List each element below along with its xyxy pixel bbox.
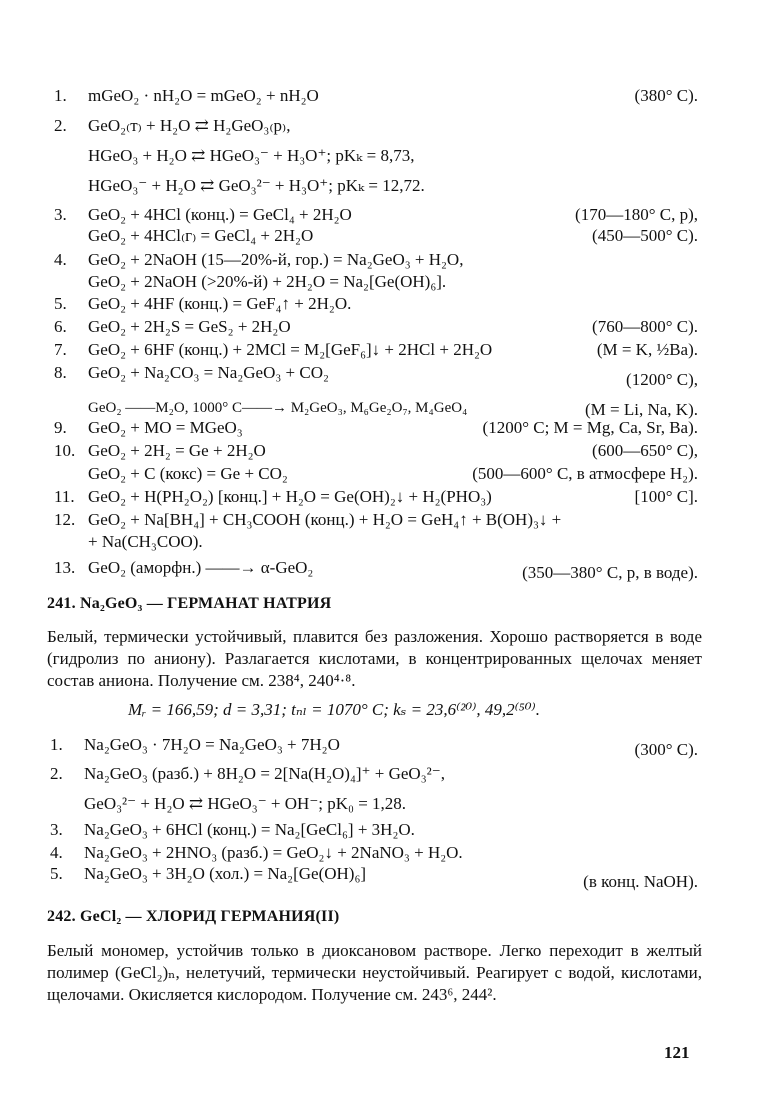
page-number: 121 — [664, 1043, 690, 1062]
properties-line: Mᵣ = 166,59; d = 3,31; tₙₗ = 1070° C; kₛ = 23,6⁽²⁰⁾, 49,2⁽⁵⁰⁾. — [128, 700, 540, 719]
reaction-condition: (380° C). — [634, 86, 698, 105]
reaction-condition: [100° C]. — [634, 487, 698, 506]
reaction-condition: (M = Li, Na, K). — [585, 400, 698, 419]
reaction-condition: (600—650° C), — [592, 441, 698, 460]
reaction-condition: (170—180° C, p), — [575, 205, 698, 224]
section-description: Белый мономер, устойчив только в диоксановом растворе. Легко переходит в желтый полимер (GeCl₂)ₙ, нелетучий, термически неустойчивый. Реагирует с водой, кислотами, щелочами. Окисляется кислородом. Получение см. 243⁶, 244². — [47, 941, 702, 1004]
section-heading: 241. Na₂GeO₃ — ГЕРМАНАТ НАТРИЯ — [47, 595, 332, 612]
reaction-condition: (760—800° C). — [592, 317, 698, 336]
reaction-condition: (350—380° C, p, в воде). — [522, 563, 698, 582]
reaction-condition: (1200° C), — [626, 370, 698, 389]
section-heading: 242. GeCl₂ — ХЛОРИД ГЕРМАНИЯ(II) — [47, 908, 340, 925]
section-description: Белый, термически устойчивый, плавится без разложения. Хорошо растворяется в воде (гидролиз по аниону). Разлагается кислотами, в концентрированных щелочах меняет состав аниона. Получение см. 238⁴, 240⁴·⁸. — [47, 627, 702, 690]
book-page: 1. mGeO₂ · nH₂O = mGeO₂ + nH₂O (380° C). 2. GeO₂₍т₎ + H₂O ⇄ H₂GeO₃₍р₎, HGeO₃ + H₂O ⇄ HGeO₃⁻ + H₃O⁺; pKₖ = 8,73, HGeO₃⁻ + H₂O ⇄ GeO₃²⁻ + H₃O⁺; pKₖ = 12,72. 3. GeO₂ + 4HCl (конц.) = GeCl₄ + 2H₂O (170—180° C, p), GeO₂ + 4HCl₍г₎ = GeCl₄ + 2H₂O (450—500° C). 4. GeO₂ + 2NaOH (15—20%-й, гор.) = Na₂GeO₃ + H₂O, GeO₂ + 2NaOH (>20%-й) + 2H₂O = Na₂[Ge(OH)₆]. 5. GeO₂ + 4HF (конц.) = GeF₄↑ + 2H₂O. 6. GeO₂ + 2H₂S = GeS₂ + 2H₂O (760—800° C). 7. GeO₂ + 6HF (конц.) + 2MCl = M₂[GeF₆]↓ + 2HCl + 2H₂O (M = K, ½Ba). 8. GeO₂ + Na₂CO₃ = Na₂GeO₃ + CO₂ (1200° C), GeO₂ ——M₂O, 1000° C——→ M₂GeO₃, M₆Ge₂O₇, M₄GeO₄ (M = Li, Na, K). 9. GeO₂ + MO = MGeO₃ (1200° C; M = Mg, Ca, Sr, Ba). 10. GeO₂ + 2H₂ = Ge + 2H₂O (600—650° C), GeO₂ + C (кокс) = Ge + CO₂ (500—600° C, в атмосфере H₂). 11. GeO₂ + H(PH₂O₂) [конц.] + H₂O = Ge(OH)₂↓ + H₂(PHO₃) [100° C]. 12. GeO₂ + Na[BH₄] + CH₃COOH (конц.) + H₂O = GeH₄↑ + B(OH)₃↓ + + Na(CH₃COO). 13. GeO₂ (аморфн.) ——→ α-GeO₂ (350—380° C, p, в воде). 241. Na₂GeO₃ — ГЕРМАНАТ НАТРИЯ Белый, термически устойчивый, плавится без разложения. Хорошо растворяется в воде (гидролиз по аниону). Разлагается кислотами, в концентрированных щелочах меняет состав аниона. Получение см. 238⁴, 240⁴·⁸. Mᵣ = 166,59; d = 3,31; tₙₗ = 1070° C; kₛ = 23,6⁽²⁰⁾, 49,2⁽⁵⁰⁾. 1. Na₂GeO₃ · 7H₂O = Na₂GeO₃ + 7H₂O (300° C). 2. Na₂GeO₃ (разб.) + 8H₂O = 2[Na(H₂O)₄]⁺ + GeO₃²⁻, GeO₃²⁻ + H₂O ⇄ HGeO₃⁻ + OH⁻; pK₀ = 1,28. 3. Na₂GeO₃ + 6HCl (конц.) = Na₂[GeCl₆] + 3H₂O. 4. Na₂GeO₃ + 2HNO₃ (разб.) = GeO₂↓ + 2NaNO₃ + H₂O. 5. Na₂GeO₃ + 3H₂O (хол.) = Na₂[Ge(OH)₆] (в конц. NaOH). 242. GeCl₂ — ХЛОРИД ГЕРМАНИЯ(II) Белый мономер, устойчив только в диоксановом растворе. Легко переходит в желтый полимер (GeCl₂)ₙ, нелетучий, термически неустойчивый. Реагирует с водой, кислотами, щелочами. Окисляется кислородом. Получение см. 243⁶, 244². 121 — [47, 86, 702, 1062]
reaction-condition: (1200° C; M = Mg, Ca, Sr, Ba). — [482, 418, 698, 437]
reaction-condition: (500—600° C, в атмосфере H₂). — [472, 464, 698, 483]
reaction-condition: (450—500° C). — [592, 226, 698, 245]
reaction-condition: (в конц. NaOH). — [583, 872, 698, 891]
reaction-condition: (M = K, ½Ba). — [596, 340, 698, 359]
reaction-condition: (300° C). — [634, 740, 698, 759]
